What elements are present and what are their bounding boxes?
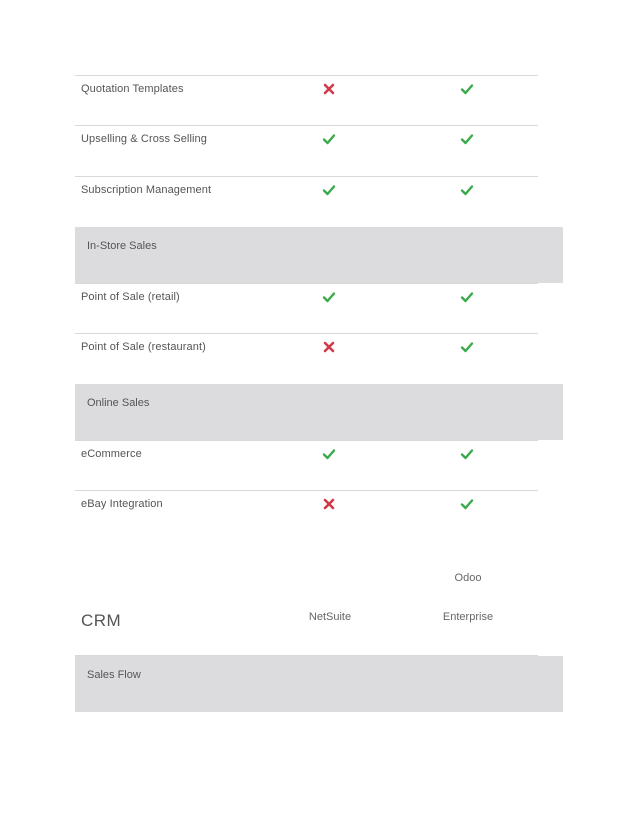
section-online-sales bbox=[75, 384, 563, 440]
feature-label: eCommerce bbox=[81, 448, 142, 460]
table-row bbox=[75, 490, 538, 541]
check-icon bbox=[460, 290, 474, 304]
cross-icon bbox=[322, 340, 336, 354]
cross-icon bbox=[322, 82, 336, 96]
section-label: Sales Flow bbox=[87, 669, 141, 681]
feature-label: eBay Integration bbox=[81, 498, 163, 510]
check-icon bbox=[460, 447, 474, 461]
check-icon bbox=[460, 132, 474, 146]
feature-label: Upselling & Cross Selling bbox=[81, 133, 207, 145]
column-header-odoo-line2: Enterprise bbox=[442, 611, 494, 623]
feature-label: Point of Sale (restaurant) bbox=[81, 341, 206, 353]
table-row bbox=[75, 125, 538, 176]
section-label: In-Store Sales bbox=[87, 240, 157, 252]
crm-title: CRM bbox=[81, 611, 122, 630]
check-icon bbox=[460, 183, 474, 197]
check-icon bbox=[460, 340, 474, 354]
check-icon bbox=[322, 132, 336, 146]
column-header-odoo-line1: Odoo bbox=[454, 572, 482, 584]
feature-label: Point of Sale (retail) bbox=[81, 291, 180, 303]
table-row bbox=[75, 176, 538, 227]
cross-icon bbox=[322, 497, 336, 511]
table-row bbox=[75, 283, 538, 334]
section-label: Online Sales bbox=[87, 397, 150, 409]
feature-label: Subscription Management bbox=[81, 184, 212, 196]
table-row bbox=[75, 333, 538, 384]
section-in-store-sales bbox=[75, 227, 563, 283]
table-row bbox=[75, 75, 538, 126]
column-header-netsuite: NetSuite bbox=[308, 611, 352, 623]
check-icon bbox=[460, 497, 474, 511]
feature-label: Quotation Templates bbox=[81, 83, 184, 95]
check-icon bbox=[322, 447, 336, 461]
table-row bbox=[75, 440, 538, 491]
check-icon bbox=[322, 290, 336, 304]
section-sales-flow bbox=[75, 656, 563, 712]
check-icon bbox=[460, 82, 474, 96]
check-icon bbox=[322, 183, 336, 197]
